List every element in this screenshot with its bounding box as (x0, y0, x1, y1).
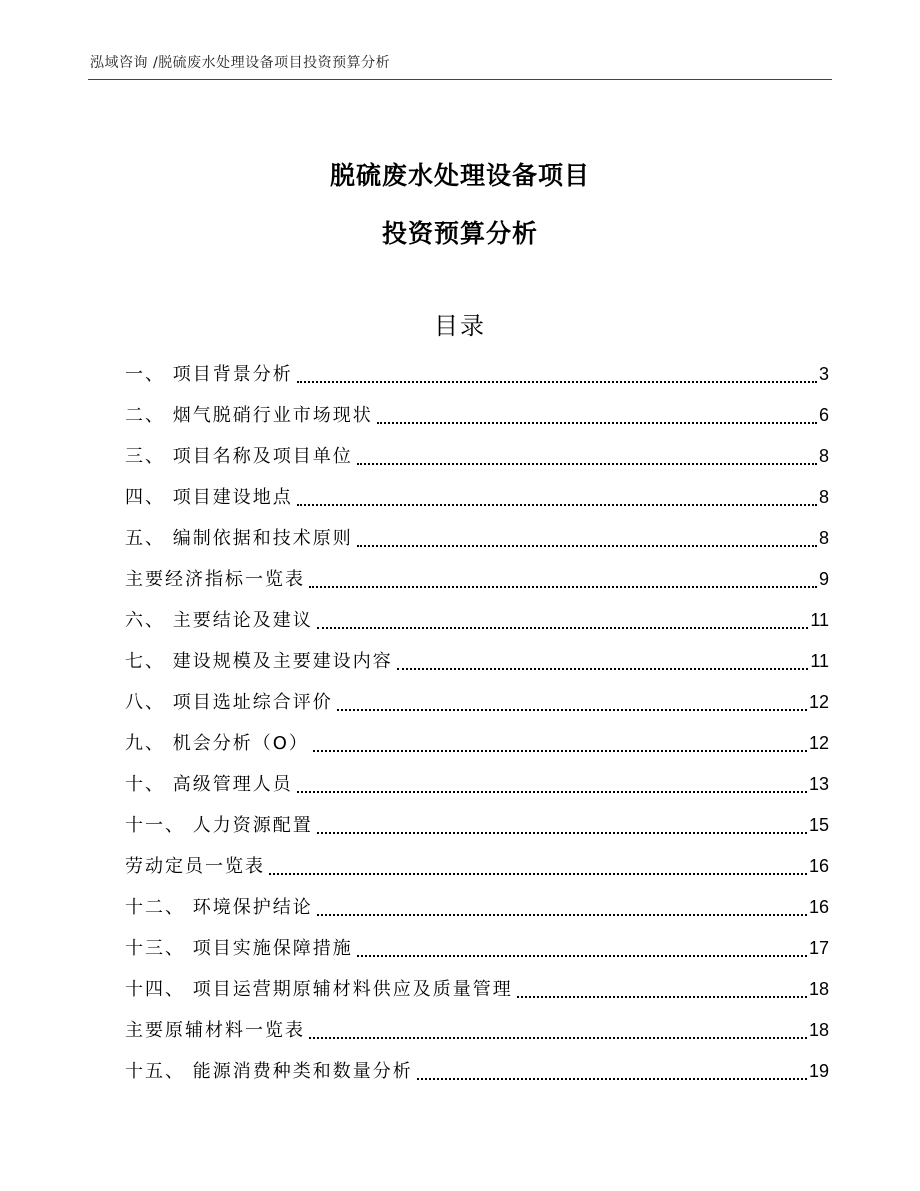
toc-entry[interactable] (125, 559, 829, 600)
toc-leader-dots (317, 627, 809, 629)
toc-entry[interactable] (125, 436, 829, 477)
toc-leader-dots (309, 1037, 807, 1039)
toc-leader-dots (517, 996, 807, 998)
document-title-line-1: 脱硫废水处理设备项目 (329, 161, 590, 190)
toc-leader-dots (337, 709, 807, 711)
toc-entry-label: 十四、 项目运营期原辅材料供应及质量管理 (125, 979, 513, 1000)
toc-entry-page: 8 (818, 528, 829, 548)
toc-entry-page: 11 (810, 610, 829, 630)
toc-entry-label: 一、 项目背景分析 (125, 364, 293, 385)
toc-entry-label: 主要原辅材料一览表 (125, 1020, 305, 1041)
toc-leader-dots (297, 381, 817, 383)
toc-entry[interactable] (125, 1010, 829, 1051)
toc-entry[interactable] (125, 928, 829, 969)
toc-entry[interactable] (125, 477, 829, 518)
toc-entry[interactable] (125, 395, 829, 436)
toc-entry-page: 13 (808, 774, 829, 794)
toc-entry-page: 8 (818, 487, 829, 507)
toc-entry-label: 主要经济指标一览表 (125, 569, 305, 590)
toc-entry-page: 9 (818, 569, 829, 589)
toc-entry[interactable] (125, 354, 829, 395)
toc-entry[interactable] (125, 723, 829, 764)
toc-entry-page: 3 (818, 364, 829, 384)
toc-entry-page: 8 (818, 446, 829, 466)
header-divider (88, 79, 832, 80)
toc-entry[interactable] (125, 518, 829, 559)
toc-entry-label: 八、 项目选址综合评价 (125, 692, 333, 713)
toc-entry[interactable] (125, 1051, 829, 1092)
toc-entry-label: 六、 主要结论及建议 (125, 610, 313, 631)
document-title-line-2: 投资预算分析 (381, 219, 538, 248)
toc-entry-label: 十三、 项目实施保障措施 (125, 938, 353, 959)
toc-entry[interactable] (125, 764, 829, 805)
toc-entry-label: 九、 机会分析（O） (125, 733, 309, 754)
toc-entry-page: 18 (808, 979, 829, 999)
toc-leader-dots (377, 422, 817, 424)
toc-leader-dots (357, 463, 817, 465)
toc-entry[interactable] (125, 641, 829, 682)
toc-entry[interactable] (125, 846, 829, 887)
toc-leader-dots (317, 832, 807, 834)
toc-entry-label: 十一、 人力资源配置 (125, 815, 313, 836)
toc-entry[interactable] (125, 600, 829, 641)
toc-leader-dots (357, 955, 807, 957)
toc-entry-page: 15 (808, 815, 829, 835)
table-of-contents (125, 354, 829, 1092)
toc-entry[interactable] (125, 887, 829, 928)
toc-entry-page: 18 (808, 1020, 829, 1040)
toc-leader-dots (297, 791, 807, 793)
toc-entry[interactable] (125, 969, 829, 1010)
toc-entry-page: 16 (808, 856, 829, 876)
toc-entry-page: 19 (808, 1061, 829, 1081)
toc-leader-dots (357, 545, 817, 547)
page-header: 泓域咨询 /脱硫废水处理设备项目投资预算分析 (90, 55, 391, 71)
toc-entry-label: 二、 烟气脱硝行业市场现状 (125, 405, 373, 426)
toc-entry-page: 6 (818, 405, 829, 425)
toc-entry[interactable] (125, 805, 829, 846)
toc-entry-label: 三、 项目名称及项目单位 (125, 446, 353, 467)
toc-entry[interactable] (125, 682, 829, 723)
toc-leader-dots (417, 1078, 807, 1080)
toc-entry-page: 12 (808, 692, 829, 712)
toc-entry-page: 17 (808, 938, 829, 958)
toc-leader-dots (397, 668, 809, 670)
toc-entry-label: 十、 高级管理人员 (125, 774, 293, 795)
toc-entry-label: 四、 项目建设地点 (125, 487, 293, 508)
toc-heading: 目录 (434, 312, 486, 340)
toc-leader-dots (309, 586, 817, 588)
toc-leader-dots (297, 504, 817, 506)
toc-leader-dots (313, 750, 807, 752)
toc-entry-page: 12 (808, 733, 829, 753)
toc-entry-label: 十五、 能源消费种类和数量分析 (125, 1061, 413, 1082)
toc-entry-label: 十二、 环境保护结论 (125, 897, 313, 918)
toc-entry-label: 劳动定员一览表 (125, 856, 265, 877)
toc-entry-page: 11 (810, 651, 829, 671)
toc-entry-label: 五、 编制依据和技术原则 (125, 528, 353, 549)
toc-leader-dots (269, 873, 807, 875)
toc-entry-label: 七、 建设规模及主要建设内容 (125, 651, 393, 672)
toc-entry-page: 16 (808, 897, 829, 917)
toc-leader-dots (317, 914, 807, 916)
